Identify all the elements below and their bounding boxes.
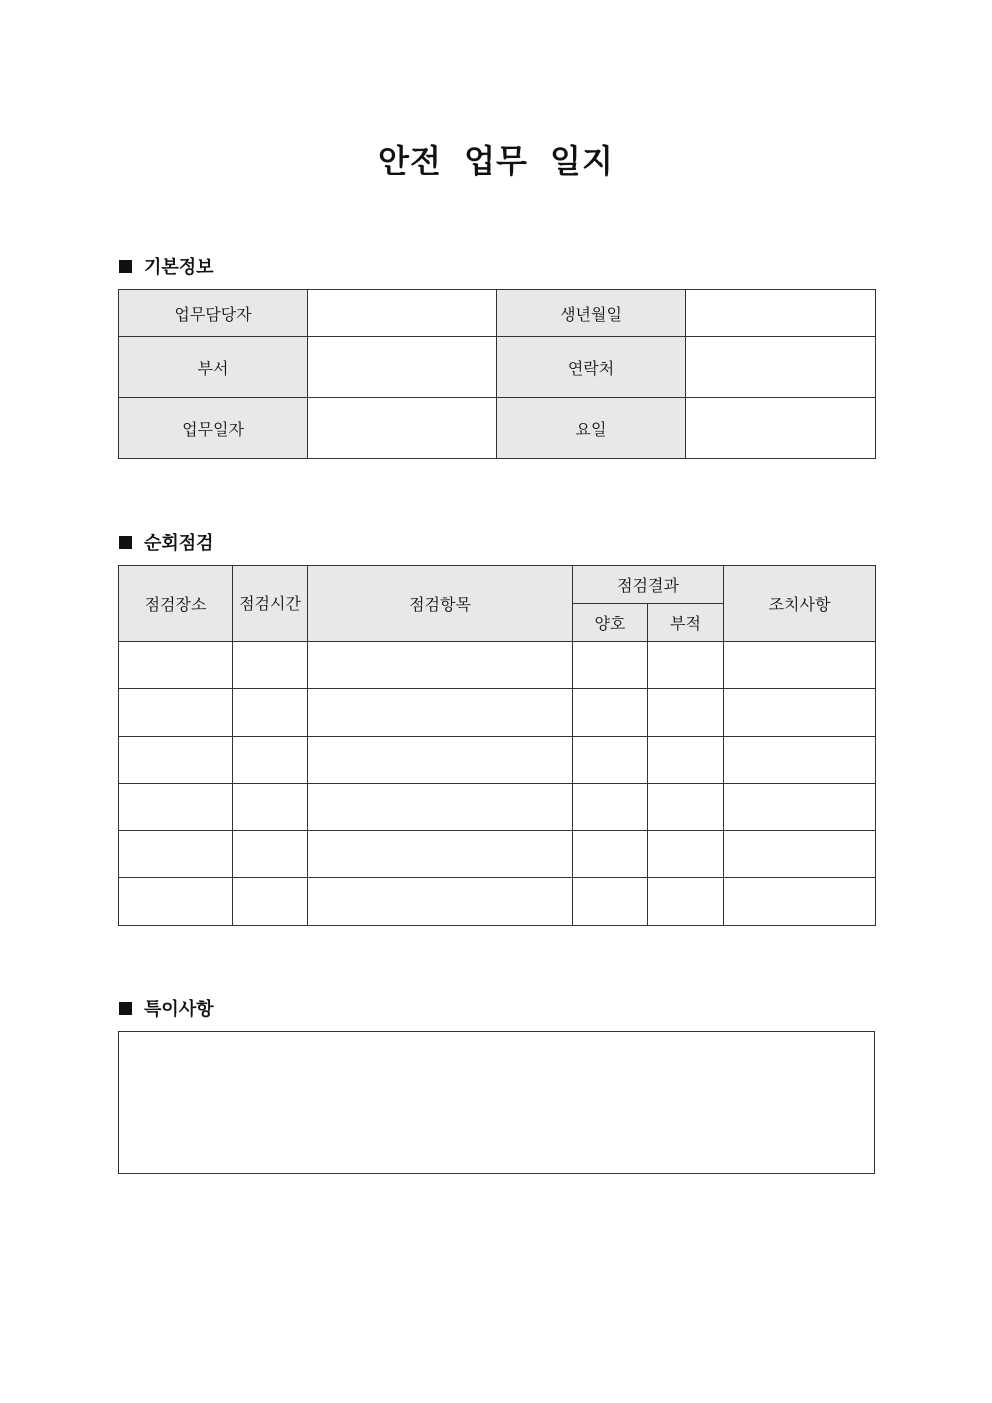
- item-cell[interactable]: [308, 737, 573, 784]
- good-cell[interactable]: [573, 642, 648, 689]
- section-notes-label: 특이사항: [144, 999, 214, 1020]
- item-cell[interactable]: [308, 642, 573, 689]
- bad-cell[interactable]: [648, 642, 724, 689]
- table-row: [119, 689, 876, 737]
- patrol-header-row: [119, 566, 876, 604]
- good-cell[interactable]: [573, 784, 648, 831]
- section-patrol-heading: [119, 529, 214, 555]
- table-row: [119, 878, 876, 926]
- dept-field[interactable]: [308, 337, 497, 398]
- item-cell[interactable]: [308, 689, 573, 737]
- page-title: 안전 업무 일지: [378, 142, 614, 180]
- time-cell[interactable]: [233, 831, 308, 878]
- square-bullet-icon: [119, 260, 132, 273]
- table-row: [119, 784, 876, 831]
- good-cell[interactable]: [573, 878, 648, 926]
- item-cell[interactable]: [308, 831, 573, 878]
- bad-cell[interactable]: [648, 784, 724, 831]
- section-basic-label: 기본정보: [144, 257, 214, 278]
- action-cell[interactable]: [724, 642, 876, 689]
- info-row: [119, 337, 876, 398]
- good-cell[interactable]: [573, 737, 648, 784]
- manager-label: 업무담당자: [119, 290, 308, 337]
- table-row: [119, 737, 876, 784]
- time-cell[interactable]: [233, 878, 308, 926]
- dept-label: 부서: [119, 337, 308, 398]
- time-cell[interactable]: [233, 642, 308, 689]
- square-bullet-icon: [119, 1002, 132, 1015]
- weekday-label: 요일: [497, 398, 686, 459]
- info-row: [119, 398, 876, 459]
- good-cell[interactable]: [573, 689, 648, 737]
- action-cell[interactable]: [724, 689, 876, 737]
- header-place: 점검장소: [119, 566, 233, 642]
- header-result: 점검결과: [573, 566, 724, 604]
- header-item: 점검항목: [308, 566, 573, 642]
- bad-cell[interactable]: [648, 689, 724, 737]
- section-basic-heading: [119, 253, 214, 279]
- birth-label: 생년월일: [497, 290, 686, 337]
- patrol-table: [118, 565, 876, 926]
- info-row: [119, 290, 876, 337]
- contact-field[interactable]: [686, 337, 876, 398]
- header-action: 조치사항: [724, 566, 876, 642]
- bad-cell[interactable]: [648, 737, 724, 784]
- place-cell[interactable]: [119, 642, 233, 689]
- table-row: [119, 642, 876, 689]
- bad-cell[interactable]: [648, 831, 724, 878]
- date-field[interactable]: [308, 398, 497, 459]
- action-cell[interactable]: [724, 784, 876, 831]
- place-cell[interactable]: [119, 831, 233, 878]
- table-row: [119, 831, 876, 878]
- header-bad: 부적: [648, 604, 724, 642]
- place-cell[interactable]: [119, 737, 233, 784]
- place-cell[interactable]: [119, 878, 233, 926]
- item-cell[interactable]: [308, 784, 573, 831]
- section-patrol-label: 순회점검: [144, 533, 214, 554]
- action-cell[interactable]: [724, 737, 876, 784]
- bad-cell[interactable]: [648, 878, 724, 926]
- contact-label: 연락처: [497, 337, 686, 398]
- time-cell[interactable]: [233, 784, 308, 831]
- weekday-field[interactable]: [686, 398, 876, 459]
- notes-field[interactable]: [118, 1031, 875, 1174]
- header-time: 점검시간: [233, 566, 308, 642]
- section-notes-heading: [119, 995, 214, 1021]
- place-cell[interactable]: [119, 784, 233, 831]
- good-cell[interactable]: [573, 831, 648, 878]
- manager-field[interactable]: [308, 290, 497, 337]
- action-cell[interactable]: [724, 831, 876, 878]
- birth-field[interactable]: [686, 290, 876, 337]
- time-cell[interactable]: [233, 689, 308, 737]
- header-good: 양호: [573, 604, 648, 642]
- date-label: 업무일자: [119, 398, 308, 459]
- square-bullet-icon: [119, 536, 132, 549]
- action-cell[interactable]: [724, 878, 876, 926]
- basic-info-table: [118, 289, 876, 459]
- place-cell[interactable]: [119, 689, 233, 737]
- item-cell[interactable]: [308, 878, 573, 926]
- time-cell[interactable]: [233, 737, 308, 784]
